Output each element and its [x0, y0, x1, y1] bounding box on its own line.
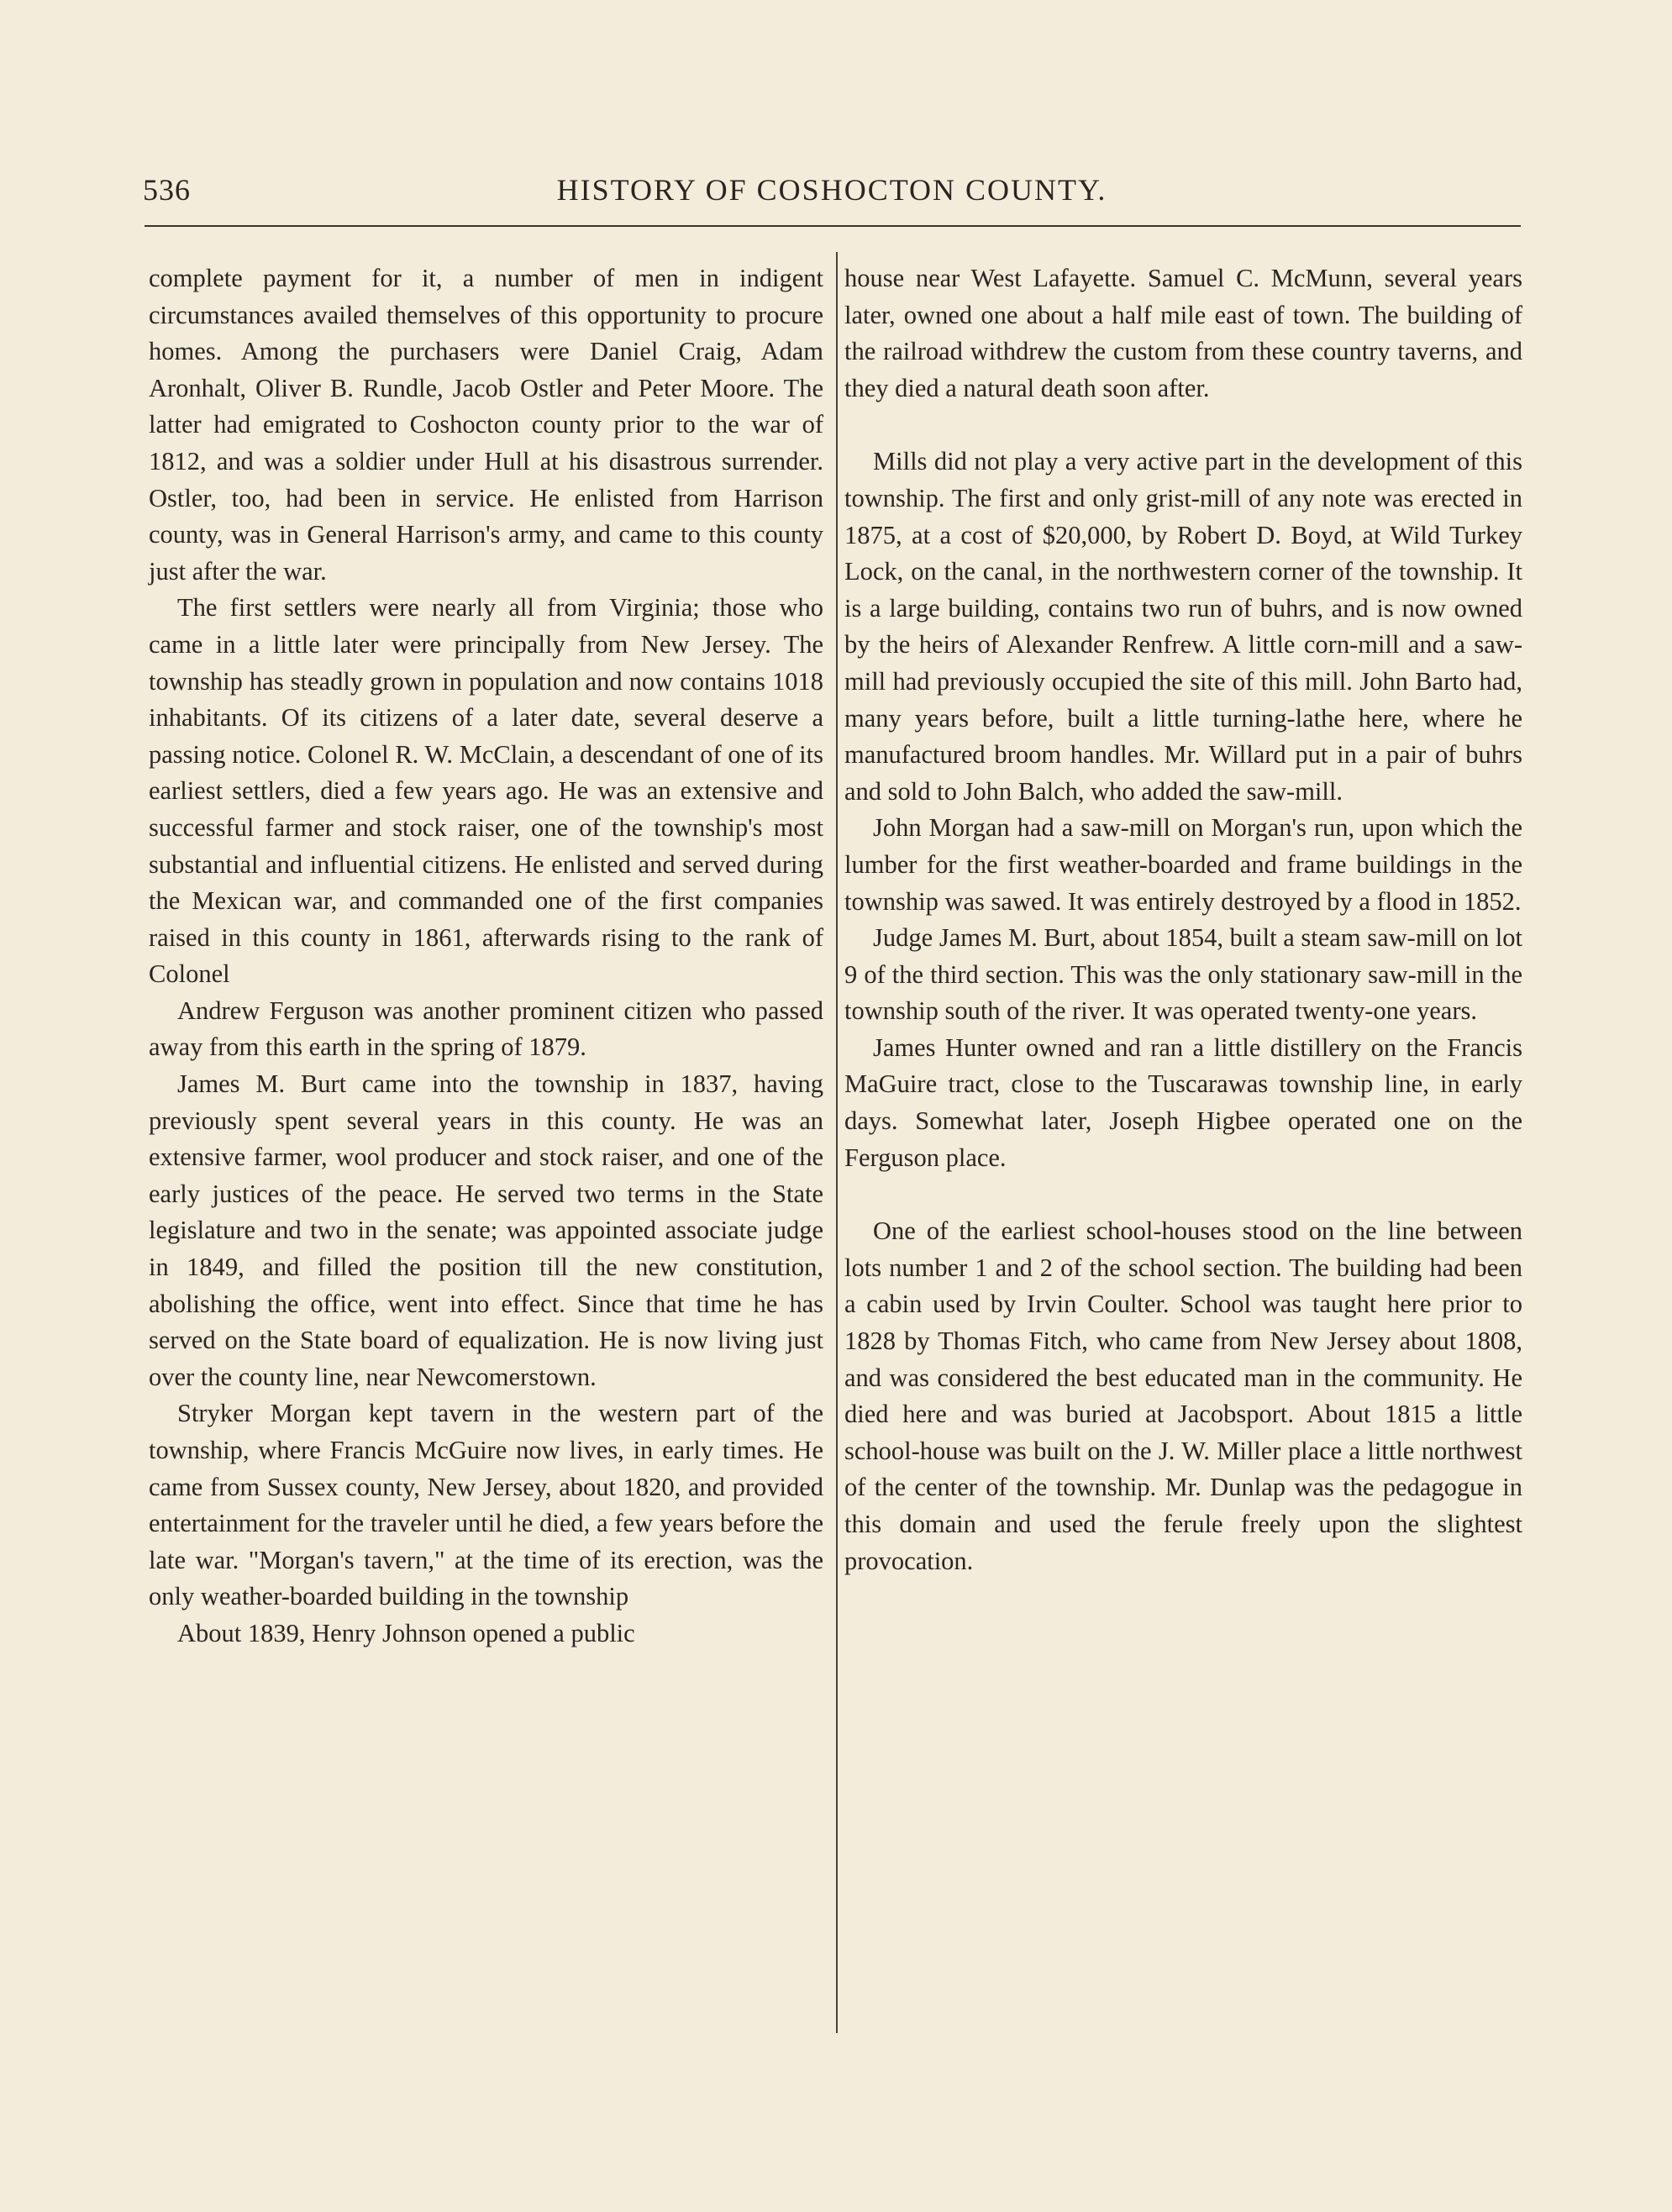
paragraph: Andrew Ferguson was another prominent citizen who passed away from this earth in the spring of 1879.: [149, 996, 823, 1062]
paragraph: The first settlers were nearly all from Virginia; those who came in a little later were principally from New Jersey. The township has steadly grown in population and now contains 1018 inhabitants. Of its citizens of a later date, several deserve a passing notice. Colonel R. W. McClain, a descendant of one of its earliest settlers, died a few years ago. He was an extensive and successful farmer and stock raiser, one of the township's most substantial and influential citizens. He enlisted and served during the Mexican war, and commanded one of the first companies raised in this county in 1861, afterwards rising to the rank of Colonel: [149, 593, 823, 989]
paragraph: house near West Lafayette. Samuel C. McMunn, several years later, owned one about a half mile east of town. The building of the railroad withdrew the custom from these country taverns, and they died a natural death soon after.: [844, 264, 1522, 402]
paragraph: Judge James M. Burt, about 1854, built a steam saw-mill on lot 9 of the third section. This was the only stationary saw-mill in the township south of the river. It was operated twenty-one years.: [844, 923, 1522, 1026]
left-column: [149, 260, 823, 1652]
paragraph: John Morgan had a saw-mill on Morgan's run, upon which the lumber for the first weather-boarded and frame buildings in the township was sawed. It was entirely destroyed by a flood in 1852.: [844, 813, 1522, 916]
paragraph: About 1839, Henry Johnson opened a public: [177, 1618, 635, 1647]
page-number: 536: [143, 173, 191, 207]
running-title: HISTORY OF COSHOCTON COUNTY.: [556, 173, 1107, 207]
right-column: [844, 260, 1522, 1579]
column-divider: [836, 252, 838, 2033]
header-rule: [145, 225, 1521, 227]
paragraph: Stryker Morgan kept tavern in the western part of the township, where Francis McGuire now lives, in early times. He came from Sussex county, New Jersey, about 1820, and provided entertainment for the traveler until he died, a few years before the late war. "Morgan's tavern," at the time of its erection, was the only weather-boarded building in the township: [149, 1399, 823, 1611]
paragraph: James Hunter owned and ran a little distillery on the Francis MaGuire tract, close to the Tuscarawas township line, in early days. Somewhat later, Joseph Higbee operated one on the Ferguson place.: [844, 1032, 1522, 1172]
paragraph: complete payment for it, a number of men in indigent circumstances availed themselves of this opportunity to procure homes. Among the purchasers were Daniel Craig, Adam Aronhalt, Oliver B. Rundle, Jacob Ostler and Peter Moore. The latter had emigrated to Coshocton county prior to the war of 1812, and was a soldier under Hull at his disastrous surrender. Ostler, too, had been in service. He enlisted from Harrison county, was in General Harrison's army, and came to this county just after the war.: [149, 264, 823, 586]
page-header: [143, 172, 1521, 214]
paragraph: Mills did not play a very active part in the development of this township. The first and only grist-mill of any note was erected in 1875, at a cost of $20,000, by Robert D. Boyd, at Wild Turkey Lock, on the canal, in the northwestern corner of the township. It is a large building, contains two run of buhrs, and is now owned by the heirs of Alexander Renfrew. A little corn-mill and a saw-mill had previously occupied the site of this mill. John Barto had, many years before, built a little turning-lathe here, where he manufactured broom handles. Mr. Willard put in a pair of buhrs and sold to John Balch, who added the saw-mill.: [844, 447, 1522, 806]
paragraph: James M. Burt came into the township in 1837, having previously spent several years in this county. He was an extensive farmer, wool producer and stock raiser, and one of the early justices of the peace. He served two terms in the State legislature and two in the senate; was appointed associate judge in 1849, and filled the position till the new constitution, abolishing the office, went into effect. Since that time he has served on the State board of equalization. He is now living just over the county line, near Newcomerstown.: [149, 1069, 823, 1391]
paragraph: One of the earliest school-houses stood on the line between lots number 1 and 2 of the school section. The building had been a cabin used by Irvin Coulter. School was taught here prior to 1828 by Thomas Fitch, who came from New Jersey about 1808, and was considered the best educated man in the community. He died here and was buried at Jacobsport. About 1815 a little school-house was built on the J. W. Miller place a little northwest of the center of the township. Mr. Dunlap was the pedagogue in this domain and used the ferule freely upon the slightest provocation.: [844, 1216, 1522, 1575]
